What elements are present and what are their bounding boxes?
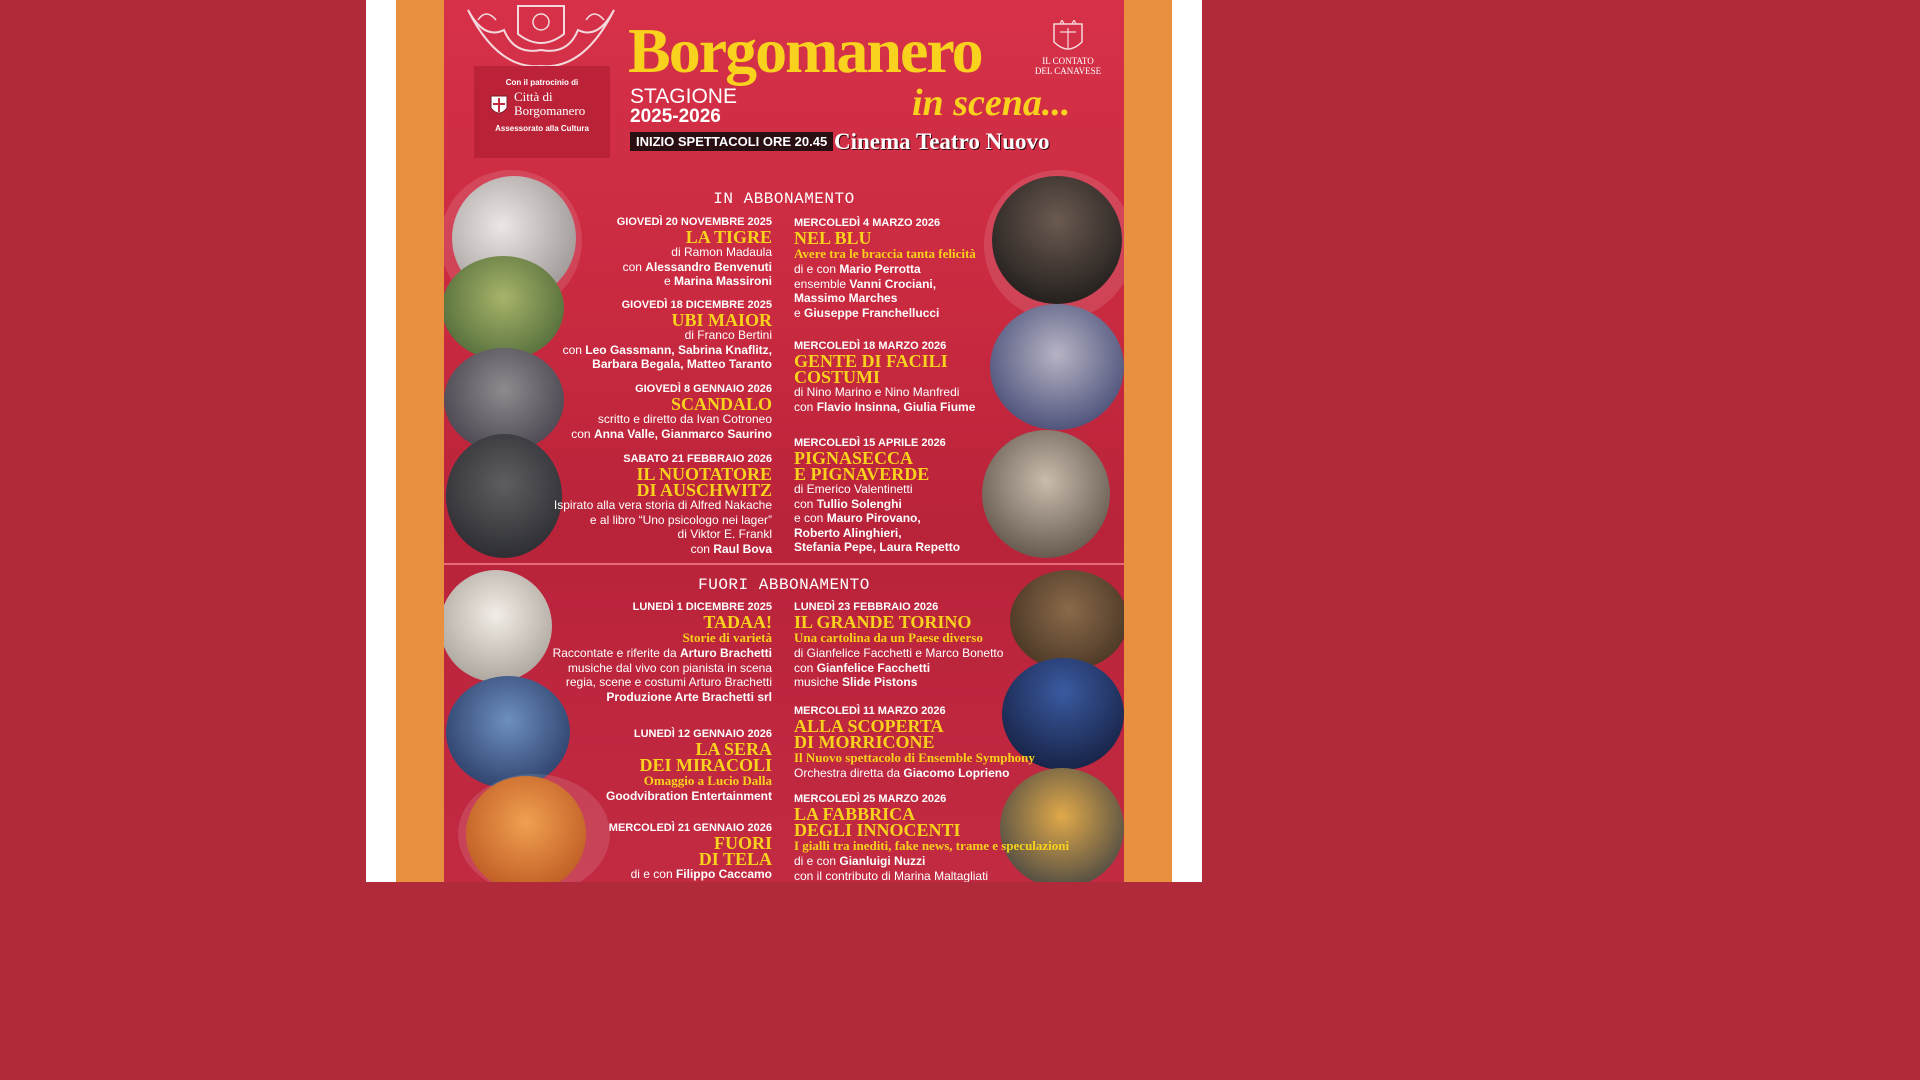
event-pignasecca: MERCOLEDÌ 15 APRILE 2026 PIGNASECCA E PIGNAVERDE di Emerico Valentinetti con Tullio Solenghi e con Mauro Pirovano, Roberto Alinghieri, Stefania Pepe, Laura Repetto: [794, 437, 994, 555]
event-date: GIOVEDÌ 18 DICEMBRE 2025: [621, 299, 772, 311]
event-title: LA FABBRICA DEGLI INNOCENTI: [794, 804, 961, 840]
event-la-tigre: GIOVEDÌ 20 NOVEMBRE 2025 LA TIGRE di Ramon Madaula con Alessandro Benvenuti e Marina Massironi: [562, 216, 772, 289]
patron-label: Con il patrocinio di: [505, 78, 579, 87]
crest-logo: [458, 0, 624, 66]
event-title: PIGNASECCA E PIGNAVERDE: [794, 448, 930, 484]
contato-canavese-logo: [1048, 20, 1088, 56]
event-title: UBI MAIOR: [671, 310, 772, 330]
event-date: LUNEDÌ 12 GENNAIO 2026: [633, 728, 772, 740]
section-title-subscription: IN ABBONAMENTO: [713, 190, 855, 208]
photo-gente-di-facili-costumi: [990, 304, 1124, 430]
event-title: IL NUOTATORE DI AUSCHWITZ: [636, 464, 772, 500]
event-tagline: Omaggio a Lucio Dalla: [643, 773, 772, 788]
start-time-badge: INIZIO SPETTACOLI ORE 20.45: [630, 132, 833, 151]
event-scandalo: GIOVEDÌ 8 GENNAIO 2026 SCANDALO scritto e diretto da Ivan Cotroneo con Anna Valle, Gianmarco Saurino: [542, 383, 772, 441]
event-date: MERCOLEDÌ 11 MARZO 2026: [794, 705, 946, 717]
event-la-sera-dei-miracoli: LUNEDÌ 12 GENNAIO 2026 LA SERA DEI MIRACOLI Omaggio a Lucio Dalla Goodvibration Entertainment: [552, 728, 772, 804]
event-date: SABATO 21 FEBBRAIO 2026: [623, 453, 772, 465]
city-name: Città di Borgomanero: [514, 89, 586, 118]
event-date: MERCOLEDÌ 25 MARZO 2026: [794, 793, 947, 805]
event-la-fabbrica-degli-innocenti: MERCOLEDÌ 25 MARZO 2026 LA FABBRICA DEGLI INNOCENTI I gialli tra inediti, fake news, trame e speculazioni di e con Gianluigi Nuzzi con il contributo di Marina Maltagliati: [794, 793, 1114, 882]
season-years: 2025-2026: [630, 106, 721, 127]
season-label: STAGIONE: [630, 85, 737, 108]
event-date: GIOVEDÌ 8 GENNAIO 2026: [635, 383, 772, 395]
event-title: TADAA!: [703, 612, 772, 632]
event-title: ALLA SCOPERTA DI MORRICONE: [794, 716, 944, 752]
event-date: MERCOLEDÌ 4 MARZO 2026: [794, 217, 941, 229]
event-date: LUNEDÌ 1 DICEMBRE 2025: [632, 601, 772, 613]
event-title: SCANDALO: [670, 394, 772, 414]
contato-canavese-name: IL CONTATO DEL CANAVESE: [1034, 56, 1102, 76]
section-divider: [444, 563, 1124, 565]
photo-nel-blu: [992, 176, 1122, 304]
poster: [444, 0, 1124, 882]
event-date: MERCOLEDÌ 15 APRILE 2026: [794, 437, 946, 449]
photo-grande-torino: [1010, 570, 1124, 670]
event-date: MERCOLEDÌ 18 MARZO 2026: [794, 340, 947, 352]
event-nuotatore-auschwitz: SABATO 21 FEBBRAIO 2026 IL NUOTATORE DI AUSCHWITZ Ispirato alla vera storia di Alfred Nakache e al libro “Uno psicologo nei lager” di Viktor E. Frankl con Raul Bova: [542, 453, 772, 556]
event-title: FUORI DI TELA: [698, 833, 772, 869]
event-gente-di-facili-costumi: MERCOLEDÌ 18 MARZO 2026 GENTE DI FACILI COSTUMI di Nino Marino e Nino Manfredi con Flavio Insinna, Giulia Fiume: [794, 340, 994, 414]
event-tagline: I gialli tra inediti, fake news, trame e speculazioni: [794, 838, 1070, 853]
event-date: GIOVEDÌ 20 NOVEMBRE 2025: [616, 216, 772, 228]
event-date: LUNEDÌ 23 FEBBRAIO 2026: [794, 601, 939, 613]
event-title: GENTE DI FACILI COSTUMI: [794, 351, 948, 387]
event-tagline: Una cartolina da un Paese diverso: [794, 630, 983, 645]
venue-name: Cinema Teatro Nuovo: [834, 129, 1050, 154]
event-tadaa: LUNEDÌ 1 DICEMBRE 2025 TADAA! Storie di varietà Raccontate e riferite da Arturo Brachetti musiche dal vivo con pianista in scena regia, scene e costumi Arturo Brachetti Produzione Arte Brachetti srl: [532, 601, 772, 704]
event-alla-scoperta-di-morricone: MERCOLEDÌ 11 MARZO 2026 ALLA SCOPERTA DI MORRICONE Il Nuovo spettacolo di Ensemble Symphony Orchestra diretta da Giacomo Loprieno: [794, 705, 1084, 781]
event-title: NEL BLU: [794, 228, 872, 248]
poster-title: Borgomanero: [628, 15, 982, 86]
event-fuori-di-tela: MERCOLEDÌ 21 GENNAIO 2026 FUORI DI TELA di e con Filippo Caccamo: [552, 822, 772, 882]
city-seal-icon: [490, 94, 508, 118]
poster-subtitle: in scena...: [912, 82, 1071, 124]
event-nel-blu: MERCOLEDÌ 4 MARZO 2026 NEL BLU Avere tra le braccia tanta felicità di e con Mario Perrotta ensemble Vanni Crociani, Massimo Marches e Giuseppe Franchellucci: [794, 217, 1004, 320]
patron-box: [474, 66, 610, 158]
event-ubi-maior: GIOVEDÌ 18 DICEMBRE 2025 UBI MAIOR di Franco Bertini con Leo Gassmann, Sabrina Knaflitz, Barbara Begala, Matteo Taranto: [542, 299, 772, 372]
photo-pignasecca: [982, 430, 1110, 558]
section-title-non-subscription: FUORI ABBONAMENTO: [698, 576, 870, 594]
event-title: IL GRANDE TORINO: [794, 612, 972, 632]
assessorato-label: Assessorato alla Cultura: [495, 124, 589, 133]
event-tagline: Avere tra le braccia tanta felicità: [794, 246, 976, 261]
event-il-grande-torino: LUNEDÌ 23 FEBBRAIO 2026 IL GRANDE TORINO Una cartolina da un Paese diverso di Gianfelice Facchetti e Marco Bonetto con Gianfelice Facchetti musiche Slide Pistons: [794, 601, 1024, 690]
event-tagline: Il Nuovo spettacolo di Ensemble Symphony: [794, 750, 1035, 765]
event-title: LA TIGRE: [685, 227, 772, 247]
event-tagline: Storie di varietà: [682, 630, 772, 645]
event-title: LA SERA DEI MIRACOLI: [639, 739, 772, 775]
event-date: MERCOLEDÌ 21 GENNAIO 2026: [608, 822, 772, 834]
